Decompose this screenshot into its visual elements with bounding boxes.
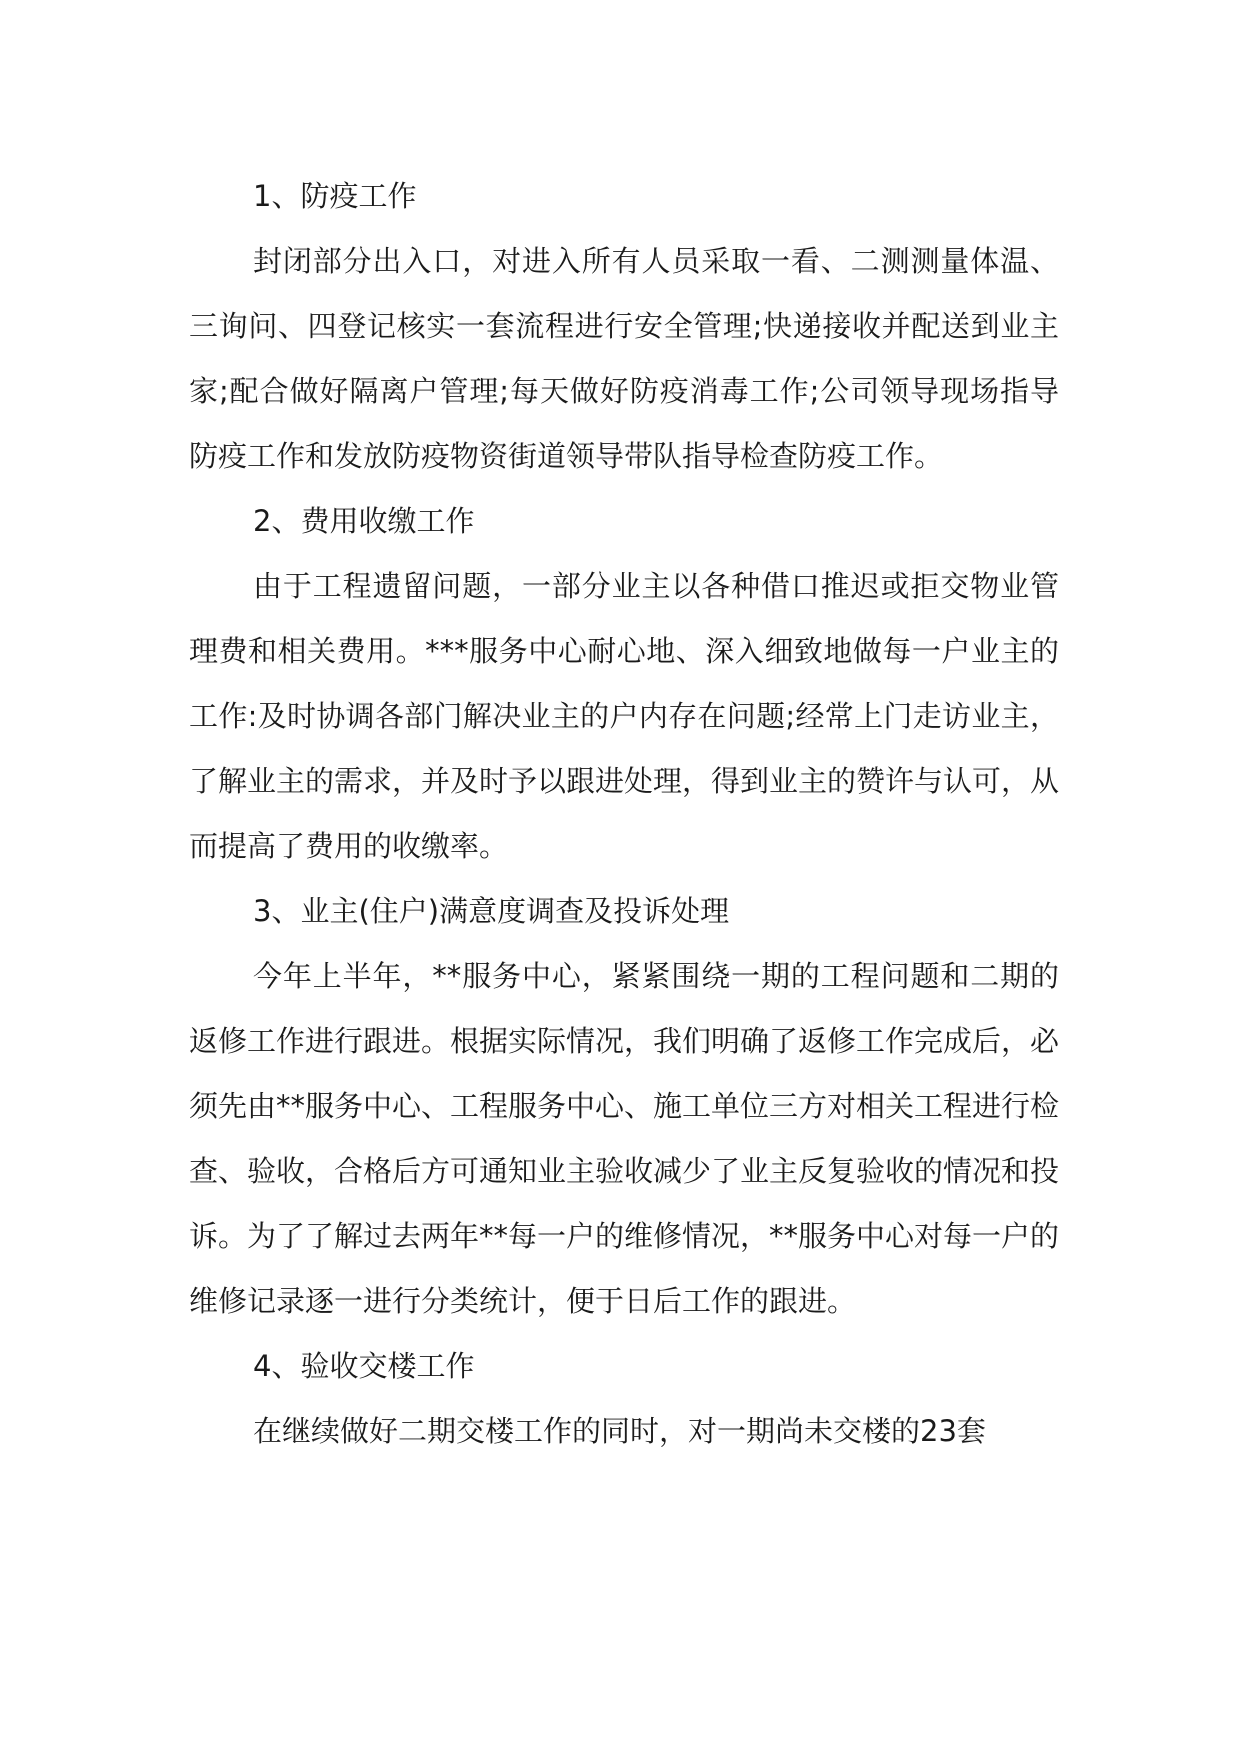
section-heading-3: 3、业主(住户)满意度调查及投诉处理 (253, 894, 730, 928)
section-heading-2: 2、费用收缴工作 (253, 504, 475, 538)
section-body-4: 在继续做好二期交楼工作的同时，对一期尚未交楼的23套 (253, 1414, 986, 1448)
section-heading-4: 4、验收交楼工作 (253, 1349, 475, 1383)
section-body-3: 今年上半年，**服务中心，紧紧围绕一期的工程问题和二期的返修工作进行跟进。根据实际情况，我们明确了返修工作完成后，必须先由**服务中心、工程服务中心、施工单位三方对相关工程进行检查、验收，合格后方可通知业主验收减少了业主反复验收的情况和投诉。为了了解过去两年**每一户的维修情况，**服务中心对每一户的维修记录逐一进行分类统计，便于日后工作的跟进。 (189, 959, 1060, 1318)
document-page (189, 164, 1059, 1464)
section-heading-1: 1、防疫工作 (253, 179, 417, 213)
section-body-1: 封闭部分出入口，对进入所有人员采取一看、二测测量体温、三询问、四登记核实一套流程进行安全管理;快递接收并配送到业主家;配合做好隔离户管理;每天做好防疫消毒工作;公司领导现场指导防疫工作和发放防疫物资街道领导带队指导检查防疫工作。 (189, 244, 1059, 473)
section-body-2: 由于工程遗留问题，一部分业主以各种借口推迟或拒交物业管理费和相关费用。***服务中心耐心地、深入细致地做每一户业主的工作:及时协调各部门解决业主的户内存在问题;经常上门走访业主，了解业主的需求，并及时予以跟进处理，得到业主的赞许与认可，从而提高了费用的收缴率。 (189, 569, 1060, 863)
